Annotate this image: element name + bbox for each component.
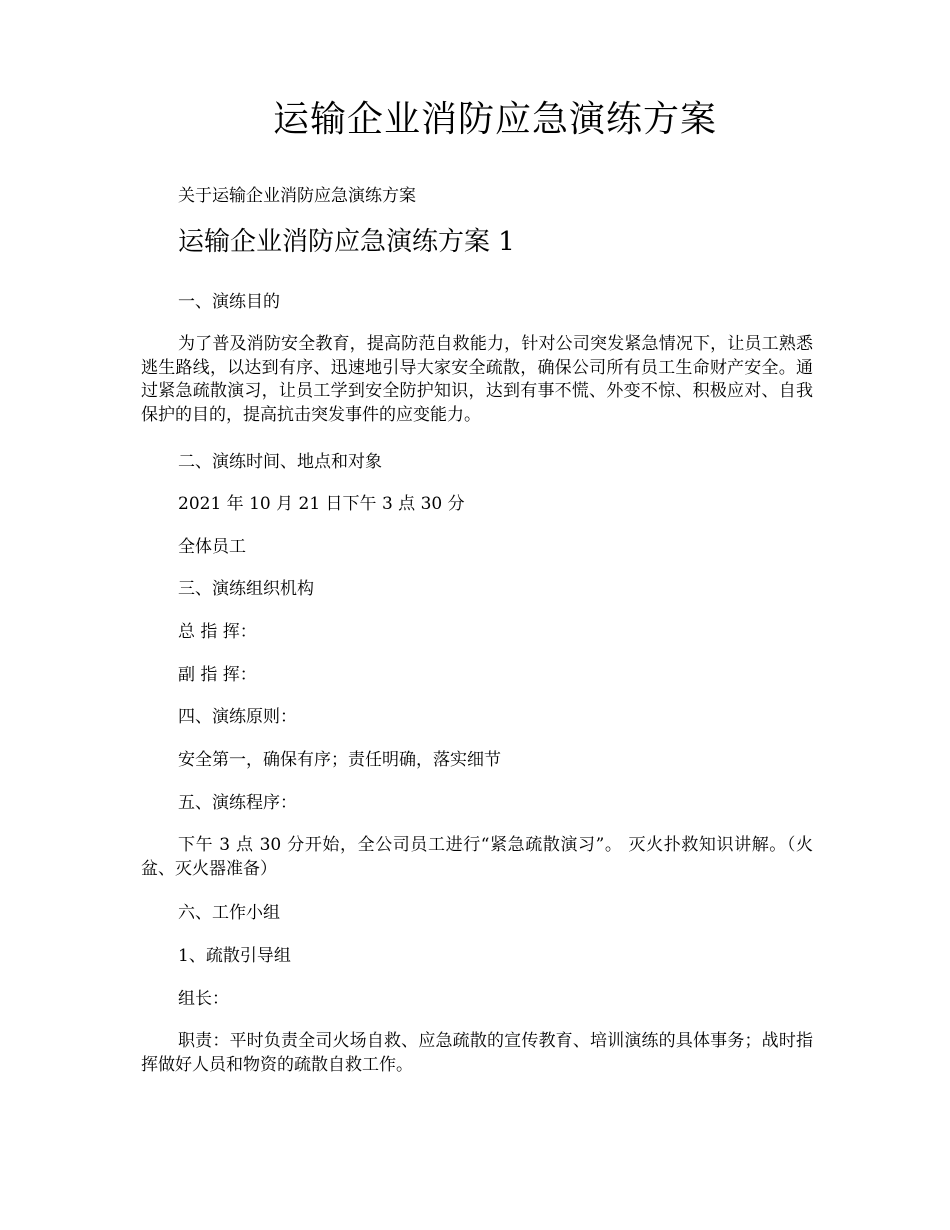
drill-time: 2021 年 10 月 21 日下午 3 点 30 分 bbox=[178, 494, 465, 514]
heading-organization: 三、演练组织机构 bbox=[178, 579, 314, 599]
heading-principles: 四、演练原则： bbox=[178, 707, 297, 727]
group-leader: 组长： bbox=[178, 989, 229, 1009]
heading-time-place: 二、演练时间、地点和对象 bbox=[178, 452, 382, 472]
chief-commander: 总 指 挥： bbox=[178, 622, 257, 642]
document-subtitle: 关于运输企业消防应急演练方案 bbox=[178, 186, 416, 206]
heading-working-groups: 六、工作小组 bbox=[178, 903, 280, 923]
section-heading: 运输企业消防应急演练方案 1 bbox=[178, 227, 515, 257]
group-evacuation: 1、疏散引导组 bbox=[178, 946, 291, 966]
drill-participants: 全体员工 bbox=[178, 537, 246, 557]
paragraph-purpose: 为了普及消防安全教育，提高防范自救能力，针对公司突发紧急情况下，让员工熟悉逃生路线，以达到有序、迅速地引导大家安全疏散，确保公司所有员工生命财产安全。通过紧急疏散演习，让员工学到安全防护知识，达到有事不慌、外变不惊、积极应对、自我保护的目的，提高抗击突发事件的应变能力。 bbox=[141, 334, 813, 425]
heading-procedure: 五、演练程序： bbox=[178, 793, 297, 813]
paragraph-procedure: 下午 3 点 30 分开始，全公司员工进行“紧急疏散演习”。 灭火扑救知识讲解。（火盆、灭火器准备） bbox=[141, 835, 813, 879]
deputy-commander: 副 指 挥： bbox=[178, 665, 257, 685]
document-title: 运输企业消防应急演练方案 bbox=[272, 99, 717, 140]
paragraph-duties: 职责：平时负责全司火场自救、应急疏散的宣传教育、培训演练的具体事务；战时指挥做好人员和物资的疏散自救工作。 bbox=[141, 1031, 813, 1075]
heading-purpose: 一、演练目的 bbox=[178, 292, 280, 312]
principles-text: 安全第一，确保有序；责任明确，落实细节 bbox=[178, 750, 501, 770]
